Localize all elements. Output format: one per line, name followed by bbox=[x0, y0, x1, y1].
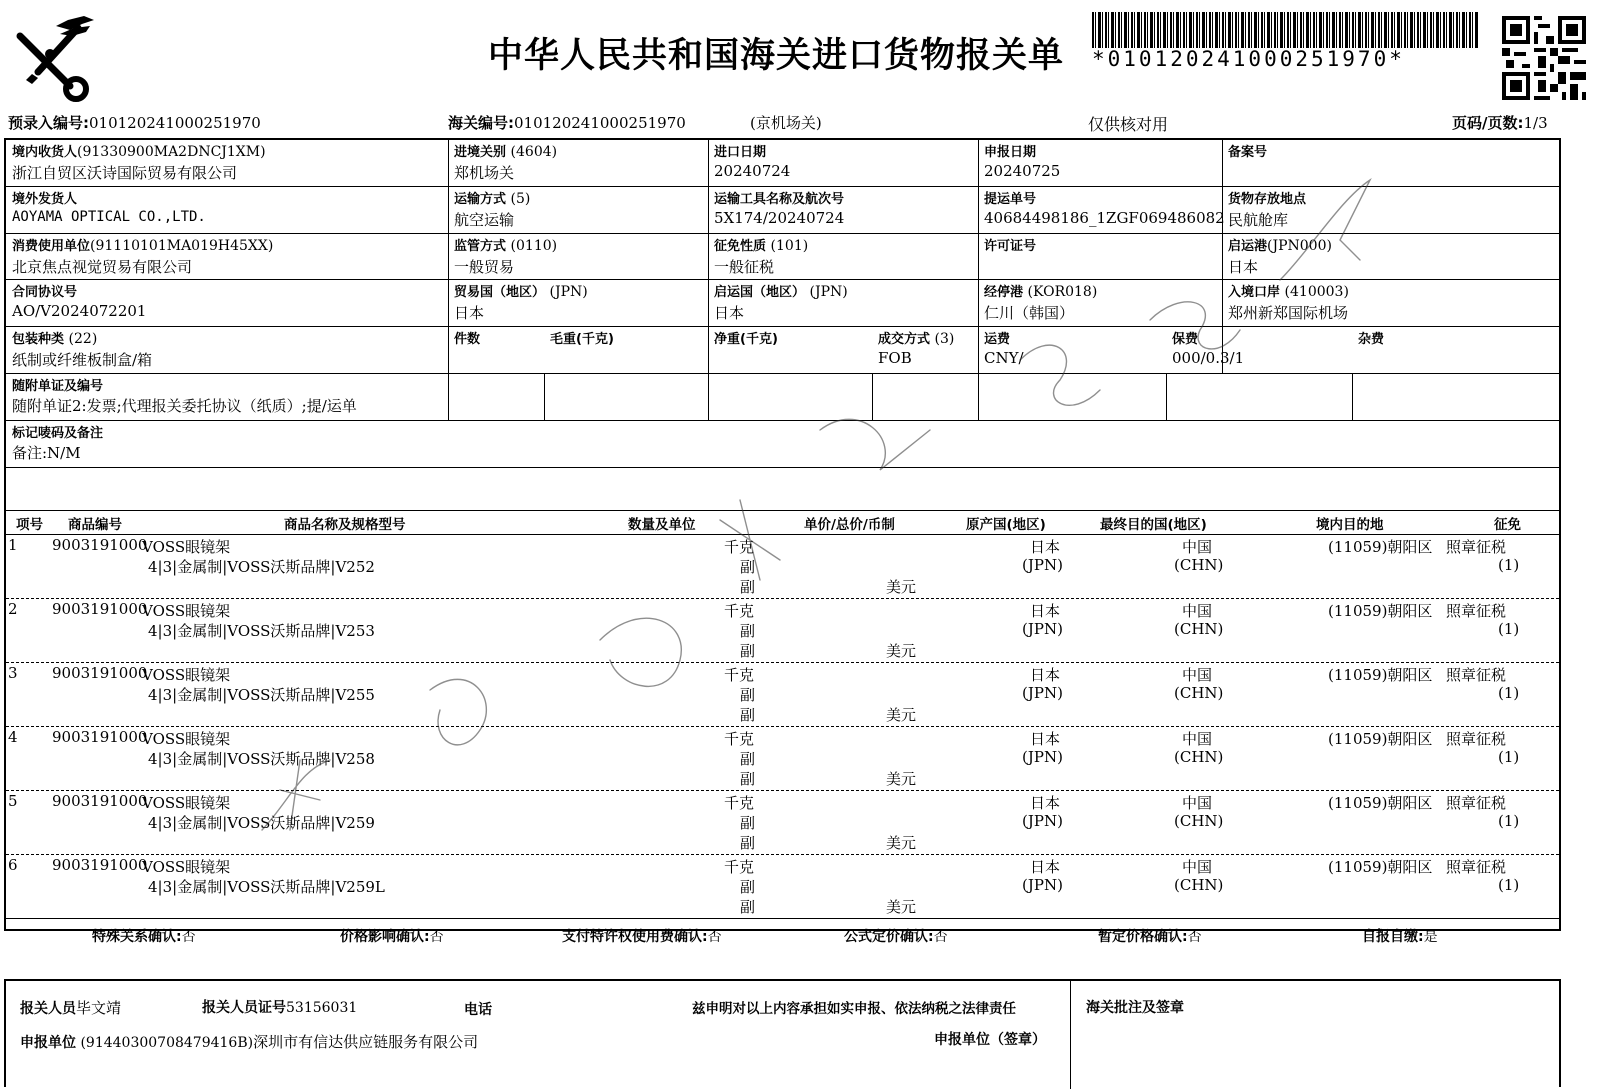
unit-1: 千克 bbox=[724, 602, 755, 620]
unit-3: 副 bbox=[740, 834, 756, 852]
package-type-value: 纸制或纤维板制盒/箱 bbox=[12, 351, 153, 369]
table-row bbox=[6, 726, 1559, 790]
origin-code: (JPN) bbox=[1022, 812, 1063, 830]
transport-mode-value: 航空运输 bbox=[454, 211, 515, 229]
departure-country-label: 启运国（地区） (JPN) bbox=[714, 284, 848, 300]
domestic-destination: (11059)朝阳区 bbox=[1328, 666, 1433, 684]
gross-weight-label: 毛重(千克) bbox=[550, 332, 614, 347]
destination-code: (CHN) bbox=[1174, 748, 1224, 766]
col-domestic: 境内目的地 bbox=[1316, 517, 1384, 533]
consignee-value: 浙江自贸区沃诗国际贸易有限公司 bbox=[12, 164, 238, 182]
currency: 美元 bbox=[886, 834, 917, 852]
entry-customs-value: 郑机场关 bbox=[454, 164, 515, 182]
bill-no-value: 40684498186_1ZGF069486082 bbox=[984, 209, 1225, 227]
tax-code: (1) bbox=[1498, 876, 1520, 894]
goods-name: VOSS眼镜架 bbox=[142, 730, 231, 748]
entry-customs-label: 进境关别 (4604) bbox=[454, 144, 558, 160]
goods-code: 9003191000 bbox=[52, 664, 148, 682]
provisional-price-confirm: 暂定价格确认:否 bbox=[1098, 929, 1202, 945]
tax-code: (1) bbox=[1498, 684, 1520, 702]
seal-label: 申报单位（签章） bbox=[934, 1032, 1046, 1048]
declaring-unit: 申报单位 (91440300708479416B)深圳市有信达供应链服务有限公司 bbox=[20, 1033, 479, 1051]
goods-name: VOSS眼镜架 bbox=[142, 602, 231, 620]
freight-value: CNY/ bbox=[984, 349, 1024, 367]
tax-method: 照章征税 bbox=[1446, 666, 1507, 684]
consumer-label: 消费使用单位(91110101MA019H45XX) bbox=[12, 238, 274, 254]
barcode bbox=[1092, 12, 1478, 48]
goods-spec: 4|3|金属制|VOSS沃斯品牌|V259 bbox=[148, 814, 375, 832]
unit-3: 副 bbox=[740, 642, 756, 660]
table-row bbox=[6, 662, 1559, 726]
origin-country: 日本 bbox=[1030, 858, 1061, 876]
contract-label: 合同协议号 bbox=[12, 285, 78, 300]
item-no: 3 bbox=[8, 664, 18, 682]
transport-mode-label: 运输方式 (5) bbox=[454, 191, 531, 207]
net-weight-label: 净重(千克) bbox=[714, 332, 778, 347]
domestic-destination: (11059)朝阳区 bbox=[1328, 602, 1433, 620]
phone-label: 电话 bbox=[464, 1002, 492, 1018]
unit-1: 千克 bbox=[724, 794, 755, 812]
storage-value: 民航舱库 bbox=[1228, 211, 1289, 229]
destination-country: 中国 bbox=[1182, 858, 1213, 876]
documents-value: 随附单证2:发票;代理报关委托协议（纸质）;提/运单 bbox=[12, 397, 357, 415]
destination-code: (CHN) bbox=[1174, 876, 1224, 894]
items-table-header bbox=[6, 510, 1559, 534]
origin-country: 日本 bbox=[1030, 730, 1061, 748]
goods-name: VOSS眼镜架 bbox=[142, 858, 231, 876]
supervision-label: 监管方式 (0110) bbox=[454, 238, 558, 254]
departure-port-label: 启运港(JPN000) bbox=[1228, 238, 1332, 254]
item-no: 1 bbox=[8, 536, 18, 554]
customs-emblem-icon bbox=[8, 14, 98, 104]
trade-country-value: 日本 bbox=[454, 304, 485, 322]
import-date-label: 进口日期 bbox=[714, 145, 767, 160]
departure-port-value: 日本 bbox=[1228, 258, 1259, 276]
origin-code: (JPN) bbox=[1022, 556, 1063, 574]
currency: 美元 bbox=[886, 898, 917, 916]
origin-code: (JPN) bbox=[1022, 876, 1063, 894]
declarant: 报关人员毕文靖 bbox=[20, 999, 122, 1017]
declaration-form bbox=[4, 138, 1561, 945]
preentry-number: 预录入编号:010120241000251970 bbox=[8, 114, 261, 132]
freight-label: 运费 bbox=[984, 332, 1011, 347]
departure-country-value: 日本 bbox=[714, 304, 745, 322]
goods-code: 9003191000 bbox=[52, 728, 148, 746]
destination-code: (CHN) bbox=[1174, 812, 1224, 830]
col-quantity: 数量及单位 bbox=[628, 517, 696, 533]
customs-port: (京机场关) bbox=[750, 114, 822, 132]
destination-country: 中国 bbox=[1182, 538, 1213, 556]
table-row bbox=[6, 854, 1559, 918]
goods-spec: 4|3|金属制|VOSS沃斯品牌|V255 bbox=[148, 686, 375, 704]
for-check-only: 仅供核对用 bbox=[1088, 115, 1169, 134]
unit-2: 副 bbox=[740, 622, 756, 640]
domestic-destination: (11059)朝阳区 bbox=[1328, 730, 1433, 748]
domestic-destination: (11059)朝阳区 bbox=[1328, 858, 1433, 876]
origin-code: (JPN) bbox=[1022, 684, 1063, 702]
origin-country: 日本 bbox=[1030, 794, 1061, 812]
declare-date-label: 申报日期 bbox=[984, 145, 1037, 160]
barcode-text: *010120241000251970* bbox=[1092, 47, 1405, 71]
import-date-value: 20240724 bbox=[714, 162, 791, 180]
goods-name: VOSS眼镜架 bbox=[142, 666, 231, 684]
currency: 美元 bbox=[886, 642, 917, 660]
col-goods-code: 商品编号 bbox=[68, 517, 122, 533]
unit-3: 副 bbox=[740, 578, 756, 596]
transit-port-value: 仁川（韩国） bbox=[984, 304, 1075, 322]
unit-1: 千克 bbox=[724, 666, 755, 684]
col-destination: 最终目的国(地区) bbox=[1100, 517, 1207, 533]
storage-label: 货物存放地点 bbox=[1228, 192, 1307, 207]
tax-nature-value: 一般征税 bbox=[714, 258, 775, 276]
destination-code: (CHN) bbox=[1174, 684, 1224, 702]
conveyance-label: 运输工具名称及航次号 bbox=[714, 192, 845, 207]
table-row bbox=[6, 598, 1559, 662]
col-item-no: 项号 bbox=[16, 517, 43, 533]
destination-code: (CHN) bbox=[1174, 556, 1224, 574]
currency: 美元 bbox=[886, 706, 917, 724]
declaration-footer bbox=[4, 979, 1561, 1087]
shipper-value: AOYAMA OPTICAL CO.,LTD. bbox=[12, 209, 206, 225]
insurance-label: 保费 bbox=[1172, 332, 1199, 347]
col-price: 单价/总价/币制 bbox=[804, 517, 895, 533]
table-row bbox=[6, 534, 1559, 598]
unit-3: 副 bbox=[740, 706, 756, 724]
declare-date-value: 20240725 bbox=[984, 162, 1061, 180]
trade-country-label: 贸易国（地区） (JPN) bbox=[454, 284, 588, 300]
tax-method: 照章征税 bbox=[1446, 602, 1507, 620]
page-number: 页码/页数:1/3 bbox=[1452, 114, 1548, 132]
goods-spec: 4|3|金属制|VOSS沃斯品牌|V252 bbox=[148, 558, 375, 576]
package-type-label: 包装种类 (22) bbox=[12, 331, 98, 347]
origin-code: (JPN) bbox=[1022, 620, 1063, 638]
deal-mode-label: 成交方式 (3) bbox=[878, 331, 955, 347]
deal-mode-value: FOB bbox=[878, 349, 912, 367]
misc-fee-label: 杂费 bbox=[1358, 332, 1385, 347]
customs-number: 海关编号:010120241000251970 bbox=[448, 114, 686, 132]
conveyance-value: 5X174/20240724 bbox=[714, 209, 845, 227]
record-no-label: 备案号 bbox=[1228, 145, 1268, 160]
goods-code: 9003191000 bbox=[52, 792, 148, 810]
currency: 美元 bbox=[886, 578, 917, 596]
unit-1: 千克 bbox=[724, 858, 755, 876]
pieces-label: 件数 bbox=[454, 332, 481, 347]
self-pay-confirm: 自报自缴:是 bbox=[1362, 929, 1438, 945]
destination-country: 中国 bbox=[1182, 730, 1213, 748]
domestic-destination: (11059)朝阳区 bbox=[1328, 538, 1433, 556]
customs-sign-label: 海关批注及签章 bbox=[1086, 1000, 1184, 1016]
table-row bbox=[6, 790, 1559, 854]
unit-2: 副 bbox=[740, 814, 756, 832]
marks-label: 标记唛码及备注 bbox=[12, 426, 104, 441]
goods-code: 9003191000 bbox=[52, 856, 148, 874]
formula-price-confirm: 公式定价确认:否 bbox=[844, 929, 948, 945]
goods-code: 9003191000 bbox=[52, 536, 148, 554]
consumer-value: 北京焦点视觉贸易有限公司 bbox=[12, 258, 193, 276]
unit-2: 副 bbox=[740, 686, 756, 704]
transit-port-label: 经停港 (KOR018) bbox=[984, 284, 1098, 300]
destination-country: 中国 bbox=[1182, 666, 1213, 684]
qr-code-icon bbox=[1502, 16, 1586, 100]
tax-nature-label: 征免性质 (101) bbox=[714, 238, 809, 254]
bill-no-label: 提运单号 bbox=[984, 192, 1037, 207]
tax-code: (1) bbox=[1498, 812, 1520, 830]
unit-2: 副 bbox=[740, 750, 756, 768]
destination-code: (CHN) bbox=[1174, 620, 1224, 638]
unit-2: 副 bbox=[740, 558, 756, 576]
goods-spec: 4|3|金属制|VOSS沃斯品牌|V258 bbox=[148, 750, 375, 768]
tax-code: (1) bbox=[1498, 748, 1520, 766]
origin-country: 日本 bbox=[1030, 602, 1061, 620]
col-goods-name: 商品名称及规格型号 bbox=[284, 517, 406, 533]
unit-3: 副 bbox=[740, 770, 756, 788]
unit-3: 副 bbox=[740, 898, 756, 916]
tax-method: 照章征税 bbox=[1446, 730, 1507, 748]
marks-value: 备注:N/M bbox=[12, 444, 81, 462]
tax-code: (1) bbox=[1498, 556, 1520, 574]
item-no: 6 bbox=[8, 856, 18, 874]
entry-port-label: 入境口岸 (410003) bbox=[1228, 284, 1349, 300]
currency: 美元 bbox=[886, 770, 917, 788]
tax-method: 照章征税 bbox=[1446, 538, 1507, 556]
unit-2: 副 bbox=[740, 878, 756, 896]
special-relation-confirm: 特殊关系确认:否 bbox=[92, 929, 196, 945]
tax-code: (1) bbox=[1498, 620, 1520, 638]
shipper-label: 境外发货人 bbox=[12, 192, 78, 207]
origin-country: 日本 bbox=[1030, 666, 1061, 684]
legal-statement: 兹申明对以上内容承担如实申报、依法纳税之法律责任 bbox=[692, 1001, 1016, 1017]
consignee-label: 境内收货人(91330900MA2DNCJ1XM) bbox=[12, 144, 266, 160]
declarant-cert: 报关人员证号53156031 bbox=[202, 1000, 358, 1016]
goods-spec: 4|3|金属制|VOSS沃斯品牌|V259L bbox=[148, 878, 385, 896]
tax-method: 照章征税 bbox=[1446, 794, 1507, 812]
item-no: 4 bbox=[8, 728, 18, 746]
insurance-value: 000/0.3/1 bbox=[1172, 349, 1245, 367]
supervision-value: 一般贸易 bbox=[454, 258, 515, 276]
destination-country: 中国 bbox=[1182, 602, 1213, 620]
unit-1: 千克 bbox=[724, 730, 755, 748]
origin-country: 日本 bbox=[1030, 538, 1061, 556]
goods-spec: 4|3|金属制|VOSS沃斯品牌|V253 bbox=[148, 622, 375, 640]
tax-method: 照章征税 bbox=[1446, 858, 1507, 876]
goods-name: VOSS眼镜架 bbox=[142, 794, 231, 812]
price-influence-confirm: 价格影响确认:否 bbox=[340, 929, 444, 945]
unit-1: 千克 bbox=[724, 538, 755, 556]
royalty-confirm: 支付特许权使用费确认:否 bbox=[562, 929, 722, 945]
license-label: 许可证号 bbox=[984, 239, 1037, 254]
col-tax: 征免 bbox=[1494, 517, 1521, 533]
confirmations-row bbox=[6, 918, 1559, 956]
documents-label: 随附单证及编号 bbox=[12, 379, 104, 394]
goods-code: 9003191000 bbox=[52, 600, 148, 618]
item-no: 5 bbox=[8, 792, 18, 810]
goods-name: VOSS眼镜架 bbox=[142, 538, 231, 556]
entry-port-value: 郑州新郑国际机场 bbox=[1228, 304, 1349, 322]
document-title: 中华人民共和国海关进口货物报关单 bbox=[488, 36, 1065, 76]
domestic-destination: (11059)朝阳区 bbox=[1328, 794, 1433, 812]
origin-code: (JPN) bbox=[1022, 748, 1063, 766]
col-origin: 原产国(地区) bbox=[966, 517, 1046, 533]
item-no: 2 bbox=[8, 600, 18, 618]
destination-country: 中国 bbox=[1182, 794, 1213, 812]
contract-value: AO/V2024072201 bbox=[12, 302, 147, 320]
